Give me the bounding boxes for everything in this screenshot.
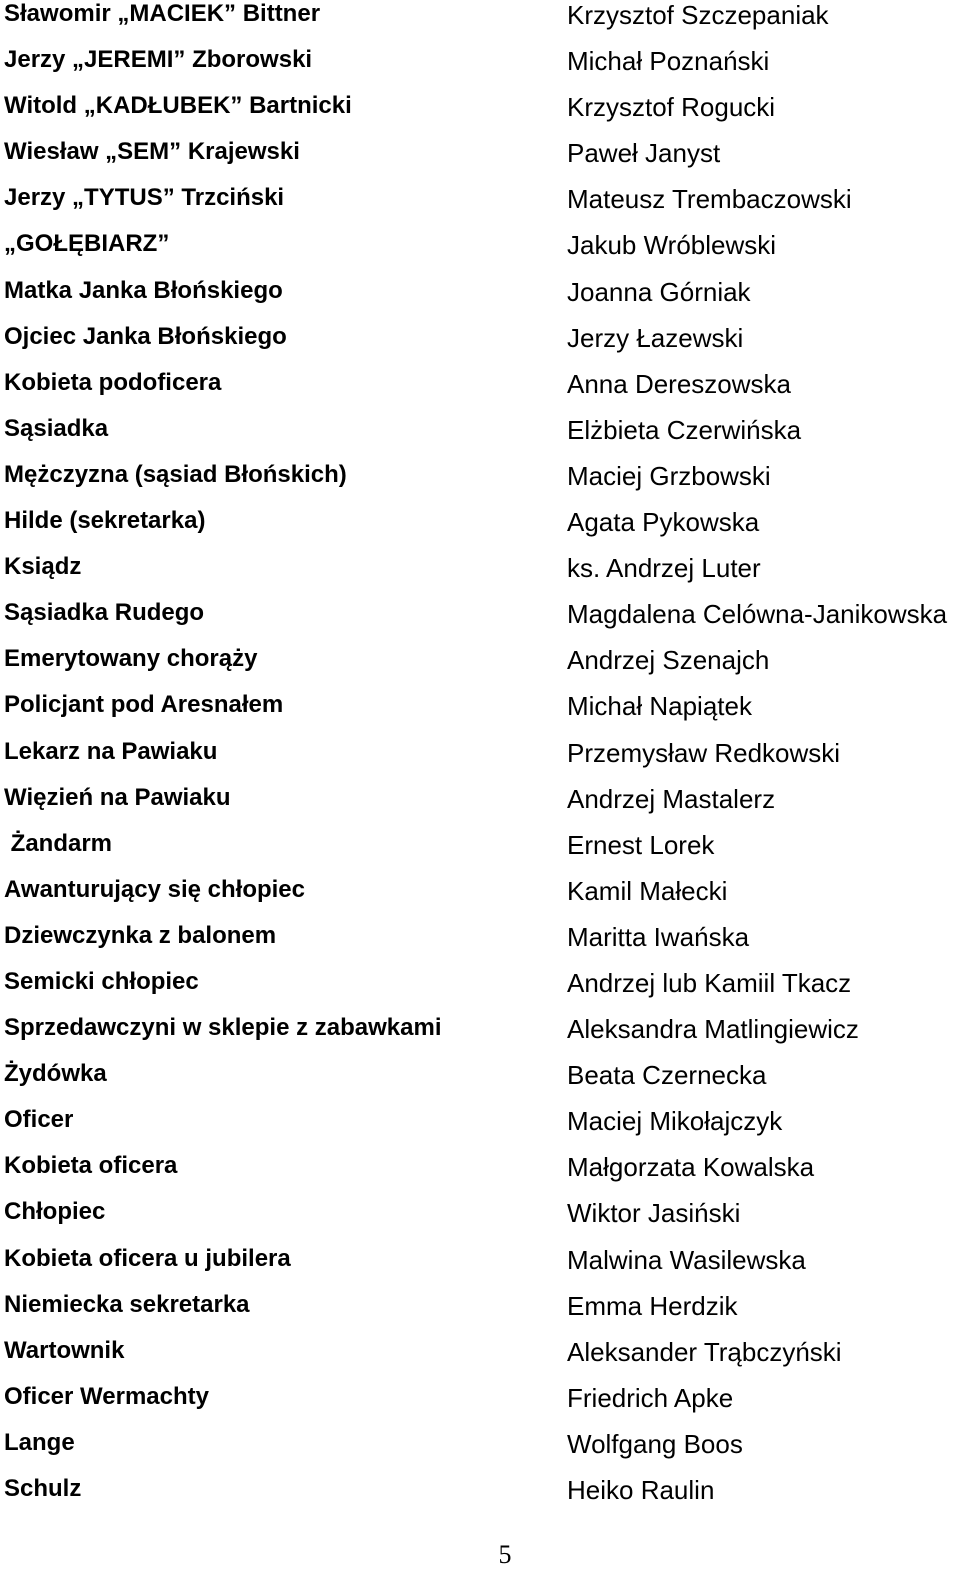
role-name: Jerzy „TYTUS” Trzciński (4, 184, 285, 212)
page-number: 5 (498, 1540, 512, 1569)
cast-row (4, 691, 960, 737)
actor-name: Joanna Górniak (567, 276, 751, 307)
role-name: Witold „KADŁUBEK” Bartnicki (4, 92, 352, 120)
cast-row (4, 830, 960, 876)
role-name: Awanturujący się chłopiec (4, 875, 305, 903)
actor-name: Paweł Janyst (567, 138, 721, 169)
actor-name: Friedrich Apke (567, 1382, 734, 1413)
actor-name: Aleksandra Matlingiewicz (567, 1014, 859, 1045)
role-name: Matka Janka Błońskiego (4, 276, 283, 304)
cast-row (4, 922, 960, 968)
cast-row (4, 1429, 960, 1475)
role-name: Emerytowany chorąży (4, 645, 258, 673)
actor-name: Ernest Lorek (567, 829, 715, 860)
actor-name: Maciej Mikołajczyk (567, 1106, 783, 1137)
role-name: Hilde (sekretarka) (4, 507, 206, 535)
role-name: Kobieta podoficera (4, 368, 222, 396)
cast-row (4, 138, 960, 184)
role-name: Sąsiadka Rudego (4, 599, 205, 627)
cast-row (4, 0, 960, 46)
role-name: Sprzedawczyni w sklepie z zabawkami (4, 1014, 442, 1042)
role-name: Wartownik (4, 1336, 125, 1364)
cast-row (4, 968, 960, 1014)
cast-row (4, 784, 960, 830)
actor-name: Maritta Iwańska (567, 921, 750, 952)
role-name: Niemiecka sekretarka (4, 1290, 250, 1318)
cast-row (4, 369, 960, 415)
cast-row (4, 92, 960, 138)
role-name: Jerzy „JEREMI” Zborowski (4, 46, 313, 74)
cast-row (4, 1337, 960, 1383)
actor-name: Jakub Wróblewski (567, 230, 777, 261)
role-name: Kobieta oficera u jubilera (4, 1244, 291, 1272)
role-name: Policjant pod Aresnałem (4, 691, 284, 719)
actor-name: Emma Herdzik (567, 1290, 738, 1321)
role-name: Kobieta oficera (4, 1152, 178, 1180)
cast-row (4, 230, 960, 276)
actor-name: Maciej Grzbowski (567, 460, 771, 491)
actor-name: Kamil Małecki (567, 875, 728, 906)
actor-name: Andrzej lub Kamiil Tkacz (567, 967, 852, 998)
cast-row (4, 507, 960, 553)
cast-row (4, 184, 960, 230)
actor-name: Krzysztof Rogucki (567, 92, 776, 123)
role-name: Mężczyzna (sąsiad Błońskich) (4, 460, 347, 488)
cast-list (4, 0, 960, 1521)
cast-row (4, 1475, 960, 1521)
cast-row (4, 46, 960, 92)
cast-row (4, 645, 960, 691)
role-name: Ojciec Janka Błońskiego (4, 322, 287, 350)
cast-row (4, 1198, 960, 1244)
actor-name: Aleksander Trąbczyński (567, 1336, 842, 1367)
actor-name: Krzysztof Szczepaniak (567, 0, 829, 30)
cast-row (4, 1383, 960, 1429)
actor-name: Jerzy Łazewski (567, 322, 744, 353)
role-name: Schulz (4, 1475, 82, 1502)
actor-name: Małgorzata Kowalska (567, 1152, 815, 1183)
cast-row (4, 1291, 960, 1337)
role-name: Żydówka (4, 1060, 107, 1088)
role-name: Wiesław „SEM” Krajewski (4, 138, 300, 166)
cast-row (4, 553, 960, 599)
cast-row (4, 599, 960, 645)
role-name: Oficer (4, 1106, 74, 1134)
actor-name: Mateusz Trembaczowski (567, 184, 852, 215)
cast-row (4, 876, 960, 922)
cast-row (4, 461, 960, 507)
actor-name: Andrzej Szenajch (567, 645, 770, 676)
cast-row (4, 1014, 960, 1060)
actor-name: Elżbieta Czerwińska (567, 414, 802, 445)
actor-name: Przemysław Redkowski (567, 737, 841, 768)
cast-row (4, 1106, 960, 1152)
actor-name: Agata Pykowska (567, 507, 760, 538)
role-name: Sąsiadka (4, 414, 109, 442)
actor-name: Wiktor Jasiński (567, 1198, 741, 1229)
cast-row (4, 1245, 960, 1291)
cast-row (4, 323, 960, 369)
cast-row (4, 415, 960, 461)
role-name: Żandarm (4, 829, 113, 857)
role-name: Semicki chłopiec (4, 967, 199, 995)
actor-name: Anna Dereszowska (567, 368, 791, 399)
role-name: Lange (4, 1428, 75, 1456)
role-name: Oficer Wermachty (4, 1382, 209, 1410)
role-name: Lekarz na Pawiaku (4, 737, 218, 765)
actor-name: Wolfgang Boos (567, 1428, 743, 1459)
cast-row (4, 1060, 960, 1106)
role-name: Ksiądz (4, 553, 82, 581)
role-name: Sławomir „MACIEK” Bittner (4, 0, 321, 27)
actor-name: Michał Napiątek (567, 691, 752, 722)
actor-name: Michał Poznański (567, 46, 770, 77)
actor-name: Malwina Wasilewska (567, 1244, 806, 1275)
actor-name: Magdalena Celówna-Janikowska (567, 599, 948, 630)
cast-row (4, 277, 960, 323)
cast-row (4, 738, 960, 784)
actor-name: Beata Czernecka (567, 1060, 767, 1091)
role-name: Chłopiec (4, 1198, 106, 1226)
actor-name: Heiko Raulin (567, 1475, 715, 1505)
role-name: „GOŁĘBIARZ” (4, 230, 170, 258)
role-name: Dziewczynka z balonem (4, 921, 277, 949)
actor-name: ks. Andrzej Luter (567, 553, 761, 584)
role-name: Więzień na Pawiaku (4, 783, 231, 811)
actor-name: Andrzej Mastalerz (567, 783, 776, 814)
cast-row (4, 1152, 960, 1198)
